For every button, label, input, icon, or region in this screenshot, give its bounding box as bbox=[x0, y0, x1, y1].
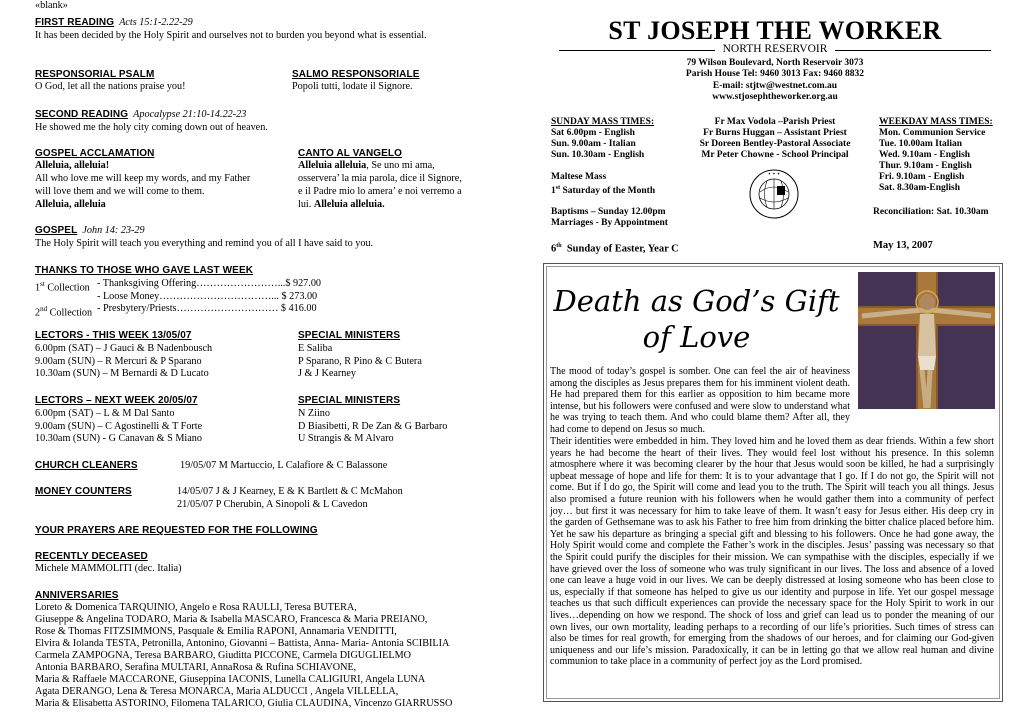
clergy-line: Fr Burns Huggan – Assistant Priest bbox=[703, 128, 847, 138]
canto-line-start: lui. bbox=[298, 199, 314, 210]
parish-logo-icon bbox=[748, 168, 800, 220]
clergy-line: Mr Peter Chowne - School Principal bbox=[701, 150, 849, 160]
canto-line bbox=[298, 160, 435, 172]
first-reading-text: It has been decided by the Holy Spirit and ourselves not to burden you beyond what is essential. bbox=[35, 30, 427, 41]
lectors-next-heading: LECTORS – NEXT WEEK 20/05/07 bbox=[35, 395, 198, 406]
second-reading-heading: SECOND READING bbox=[35, 109, 129, 120]
canto-alleluia: Alleluia alleluia bbox=[298, 160, 367, 171]
canto-line: e il Padre mio lo amera’ e noi verremo a bbox=[298, 186, 462, 197]
second-reading bbox=[35, 109, 246, 121]
thanks-heading: THANKS TO THOSE WHO GAVE LAST WEEK bbox=[35, 265, 254, 276]
canto-line bbox=[298, 199, 385, 211]
marriages: Marriages - By Appointment bbox=[551, 218, 668, 228]
deceased-text: Michele MAMMOLITI (dec. Italia) bbox=[35, 563, 182, 574]
minister-row: P Sparano, R Pino & C Butera bbox=[298, 356, 422, 367]
anniversary-line: Maria & Raffaele MACCARONE, Giuseppina IACONIS, Lunella CALIGIURI, Angela LUNA bbox=[35, 674, 426, 685]
gospel-ref: John 14: 23-29 bbox=[82, 225, 145, 236]
parish-email: E-mail: stjtw@westnet.com.au bbox=[712, 81, 838, 91]
cleaners-text: 19/05/07 M Martuccio, L Calafiore & C Balassone bbox=[180, 460, 388, 471]
gospel bbox=[35, 225, 145, 237]
gospel-text: The Holy Spirit will teach you everything and remind you of all I have said to you. bbox=[35, 238, 374, 249]
crucifix-image bbox=[858, 272, 995, 409]
psalm-text: O God, let all the nations praise you! bbox=[35, 81, 186, 92]
collection-2-line: - Presbytery/Priests………………………… $ 416.00 bbox=[97, 303, 317, 314]
salmo-heading: SALMO RESPONSORIALE bbox=[292, 69, 420, 80]
parish-title: ST JOSEPH THE WORKER bbox=[608, 16, 942, 45]
liturgical-sunday: 6th Sunday of Easter, Year C bbox=[551, 243, 679, 255]
acclamation-line: Alleluia, alleluia bbox=[35, 199, 106, 210]
acclamation-line: will love them and we will come to them. bbox=[35, 186, 205, 197]
sunday-mass-line: Sun. 10.30am - English bbox=[551, 150, 645, 160]
anniversary-line: Maria & Elisabetta ASTORINO, Filomena TALARICO, Giulia CLAUDINA, Vincenzo GIARRUSSO bbox=[35, 698, 453, 709]
parish-phone: Parish House Tel: 9460 3013 Fax: 9460 8832 bbox=[685, 69, 865, 79]
reconciliation: Reconciliation: Sat. 10.30am bbox=[873, 207, 989, 217]
maltese-mass: Maltese Mass bbox=[551, 172, 607, 182]
feature-paragraph-intro: The mood of today’s gospel is somber. One can feel the air of heaviness among the disciples as Jesus prepares them for his imminent violent death. He had prepared them for this earlier as opposition to him became more intense, but his followers were confused and were slow to understand what he was trying to teach them. And who could blame them? After all, they had come to depend on Jesus so much. bbox=[550, 366, 850, 435]
maltese-mass-schedule: 1st Saturday of the Month bbox=[551, 185, 656, 197]
lector-row: 9.00am (SUN) – R Mercuri & P Sparano bbox=[35, 356, 202, 367]
weekday-mass-heading: WEEKDAY MASS TIMES: bbox=[879, 117, 993, 127]
counters-line: 21/05/07 P Cherubin, A Sinopoli & L Cavedon bbox=[177, 499, 368, 510]
anniversary-line: Carmela ZAMPOGNA, Teresa BARBARO, Giuditta PICCONE, Carmela DIGUGLIELMO bbox=[35, 650, 411, 661]
minister-row: D Biasibetti, R De Zan & G Barbaro bbox=[298, 421, 448, 432]
parish-logo bbox=[748, 168, 800, 220]
acclamation-line: Alleluia, alleluia! bbox=[35, 160, 110, 171]
second-reading-text: He showed me the holy city coming down out of heaven. bbox=[35, 122, 268, 133]
weekday-mass-line: Tue. 10.00am Italian bbox=[879, 139, 963, 149]
canto-line-rest: , Se uno mi ama, bbox=[366, 160, 435, 171]
feature-article bbox=[543, 263, 1003, 702]
first-reading-heading: FIRST READING bbox=[35, 17, 115, 28]
blank-label: «blank» bbox=[35, 0, 68, 11]
anniversary-line: Agata DERANGO, Lena & Teresa MONARCA, Maria ALDUCCI , Angela VILLELLA, bbox=[35, 686, 399, 697]
anniversary-line: Elvira & Iolanda TESTA, Petronilla, Antonino, Giovanni – Battista, Anna- Maria- Antonia SCIBILIA bbox=[35, 638, 450, 649]
second-reading-ref: Apocalypse 21:10-14.22-23 bbox=[133, 109, 247, 120]
ministers-heading: SPECIAL MINISTERS bbox=[298, 330, 401, 341]
canto-heading: CANTO AL VANGELO bbox=[298, 148, 403, 159]
lector-row: 10.30am (SUN) – M Bernardi & D Lucato bbox=[35, 368, 209, 379]
sunday-mass-heading: SUNDAY MASS TIMES: bbox=[551, 117, 655, 127]
minister-row: U Strangis & M Alvaro bbox=[298, 433, 394, 444]
counters-line: 14/05/07 J & J Kearney, E & K Bartlett & C McMahon bbox=[177, 486, 403, 497]
psalm-heading: RESPONSORIAL PSALM bbox=[35, 69, 155, 80]
acclamation-heading: GOSPEL ACCLAMATION bbox=[35, 148, 155, 159]
lector-row: 6.00pm (SAT) – J Gauci & B Nadenbousch bbox=[35, 343, 213, 354]
first-reading-ref: Acts 15:1-2.22-29 bbox=[119, 17, 193, 28]
anniversary-line: Antonia BARBARO, Serafina MULTARI, AnnaRosa & Rufina SCHIAVONE, bbox=[35, 662, 357, 673]
canto-line: osservera’ la mia parola, dice il Signore, bbox=[298, 173, 462, 184]
acclamation-line: All who love me will keep my words, and my Father bbox=[35, 173, 251, 184]
weekday-mass-line: Fri. 9.10am - English bbox=[879, 172, 965, 182]
feature-title: of Love bbox=[642, 320, 751, 354]
counters-heading: MONEY COUNTERS bbox=[35, 486, 132, 497]
lector-row: 10.30am (SUN) - G Canavan & S Miano bbox=[35, 433, 202, 444]
first-reading bbox=[35, 17, 193, 29]
anniversary-line: Loreto & Domenica TARQUINIO, Angelo e Rosa RAULLI, Teresa BUTERA, bbox=[35, 602, 357, 613]
anniversary-line: Rose & Thomas FITZSIMMONS, Pasquale & Emilia RAPONI, Annamaria VENDITTI, bbox=[35, 626, 397, 637]
weekday-mass-line: Wed. 9.10am - English bbox=[879, 150, 971, 160]
bulletin-date: May 13, 2007 bbox=[873, 240, 933, 251]
ministers-heading: SPECIAL MINISTERS bbox=[298, 395, 401, 406]
left-column bbox=[35, 0, 505, 724]
baptisms: Baptisms – Sunday 12.00pm bbox=[551, 207, 666, 217]
weekday-mass-line: Mon. Communion Service bbox=[879, 128, 986, 138]
weekday-mass-line: Thur. 9.10am - English bbox=[879, 161, 972, 171]
collection-1-line: - Loose Money……………………………... $ 273.00 bbox=[97, 291, 318, 302]
svg-text:✦ ✦ ✦: ✦ ✦ ✦ bbox=[767, 171, 781, 176]
parish-website[interactable]: www.stjosephtheworker.org.au bbox=[712, 92, 838, 102]
sunday-mass-line: Sat 6.00pm - English bbox=[551, 128, 635, 138]
clergy-line: Fr Max Vodola –Parish Priest bbox=[714, 117, 836, 127]
lectors-this-heading: LECTORS - THIS WEEK 13/05/07 bbox=[35, 330, 192, 341]
canto-alleluia: Alleluia alleluia. bbox=[313, 199, 385, 210]
parish-address: 79 Wilson Boulevard, North Reservoir 3073 bbox=[686, 58, 864, 68]
minister-row: E Saliba bbox=[298, 343, 333, 354]
lector-row: 6.00pm (SAT) – L & M Dal Santo bbox=[35, 408, 175, 419]
weekday-mass-line: Sat. 8.30am-English bbox=[879, 183, 961, 193]
minister-row: J & J Kearney bbox=[298, 368, 356, 379]
parish-subtitle: NORTH RESERVOIR bbox=[722, 43, 828, 55]
deceased-heading: RECENTLY DECEASED bbox=[35, 551, 148, 562]
salmo-text: Popoli tutti, lodate il Signore. bbox=[292, 81, 413, 92]
anniversary-line: Giuseppe & Angelina TODARO, Maria & Isabella MASCARO, Francesca & Maria PREIANO, bbox=[35, 614, 428, 625]
prayers-heading: YOUR PRAYERS ARE REQUESTED FOR THE FOLLOWING bbox=[35, 525, 318, 536]
clergy-line: Sr Doreen Bentley-Pastoral Associate bbox=[699, 139, 851, 149]
collection-1-label: 1st Collection bbox=[35, 280, 90, 294]
crucifix-icon bbox=[858, 272, 995, 409]
feature-paragraph-body: Their identities were embedded in him. They loved him and he loved them as dear friends. Within a few short years he had become the heart of their lives. They would feel lost without his presence. In this solemn atmosphere where it was becoming clearer by the hour that Jesus would soon be killed, he had a surprisingly upbeat message of hope and life for them: It is to your advantage that I go. If I do not go, the Spirit will not come. But if I do go, the Spirit will come and lead you to the truth. The Spirit will teach you all things. Jesus also promised a future reunion with his followers when he would gather them into a community of perfect joy… but first it was necessary for him to take leave of them. It wasn’t easy for Jesus either. His deep cry in the garden of Gethsemane was to ask his Father to free him from drinking the bitter chalice placed before him. Yet he saw his departure as bringing a special gift and blessing to his followers. Once he had gone away, the Holy Spirit would come and complete the Father’s work in the disciples. Jesus’ passing was necessary so that the Spirit could purify the disciples for their mission. We can sympathise with the disciples, especially if we have grieved over the loss of someone who was truly significant in our lives. The loss and absence of a loved one can leave a huge void in our lives. We can be deeply distressed at losing someone who has been close to us, especially if that someone has helped to give us our identity and purpose in life. Yet our gospel message teaches us that such difficult experiences can provide the necessary space for the Holy Spirit to work in our lives…depending on how we respond. The shock of loss and grief can lead us to ponder the meaning of our own lives, our own mortality, leading perhaps to a recording of our life’s priorities. Such times of stress can also be times for real growth, for emerging from the shadows of our heroes, and for claiming our God-given uniqueness and our life’s mission. Paradoxically, it can be in letting go that we allow real human and divine communion to take place in a community of perfect joy as the Lord promised. bbox=[550, 436, 994, 668]
right-column bbox=[545, 0, 1005, 724]
sunday-mass-line: Sun. 9.00am - Italian bbox=[551, 139, 636, 149]
cleaners-heading: CHURCH CLEANERS bbox=[35, 460, 138, 471]
collection-2-label: 2nd Collection bbox=[35, 305, 93, 319]
anniversaries-heading: ANNIVERSARIES bbox=[35, 590, 119, 601]
minister-row: N Ziino bbox=[298, 408, 330, 419]
lector-row: 9.00am (SUN) – C Agostinelli & T Forte bbox=[35, 421, 203, 432]
feature-title: Death as God’s Gift bbox=[553, 284, 840, 318]
gospel-heading: GOSPEL bbox=[35, 225, 78, 236]
collection-1-line: - Thanksgiving Offering……………………...$ 927.00 bbox=[97, 278, 322, 289]
